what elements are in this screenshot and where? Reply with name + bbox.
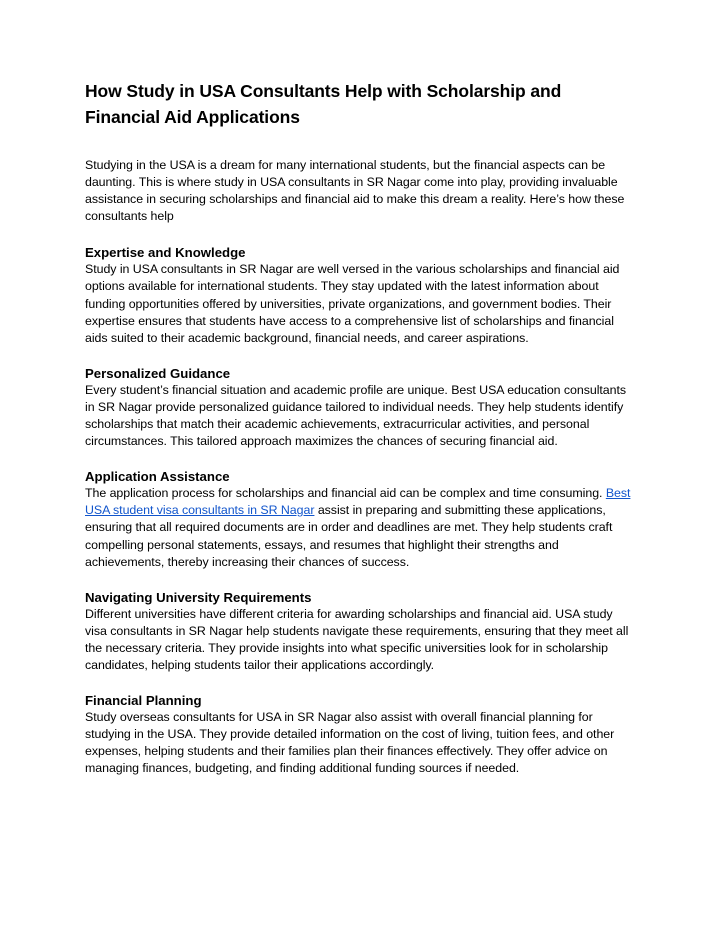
document-page (85, 78, 635, 795)
section-financial-planning (85, 692, 635, 777)
section-body-text: The application process for scholarships and financial aid can be complex and time consuming. (85, 486, 606, 501)
section-expertise (85, 244, 635, 346)
page-title: How Study in USA Consultants Help with Scholarship and Financial Aid Applications (85, 81, 562, 127)
section-body: Study overseas consultants for USA in SR Nagar also assist with overall financial planning for studying in the USA. They provide detailed information on the cost of living, tuition fees, and other expenses, helping students and their families plan their finances effectively. They offer advice on managing finances, budgeting, and finding additional funding sources if needed. (85, 710, 615, 776)
section-heading: Navigating University Requirements (85, 589, 312, 605)
section-heading: Financial Planning (85, 693, 202, 709)
section-heading: Application Assistance (85, 469, 230, 485)
section-body (85, 485, 635, 570)
section-body: Study in USA consultants in SR Nagar are well versed in the various scholarships and financial aid options available for international students. They stay updated with the latest information about funding opportunities offered by universities, private organizations, and government bodies. Their expertise ensures that students have access to a comprehensive list of scholarships and financial aids suited to their academic background, financial needs, and career aspirations. (85, 262, 620, 345)
consultants-link[interactable]: Best USA student visa consultants in SR Nagar (85, 486, 631, 518)
intro-paragraph: Studying in the USA is a dream for many international students, but the financial aspects can be daunting. This is where study in USA consultants in SR Nagar come into play, providing invaluable assistance in securing scholarships and financial aid to make this dream a reality. Here’s how these consultants help (85, 158, 625, 224)
section-body: Different universities have different criteria for awarding scholarships and financial aid. USA study visa consultants in SR Nagar help students navigate these requirements, ensuring that they meet all the necessary criteria. They provide insights into what specific universities look for in scholarship candidates, helping students tailor their applications accordingly. (85, 606, 629, 672)
section-heading: Personalized Guidance (85, 365, 231, 381)
section-heading: Expertise and Knowledge (85, 245, 246, 261)
section-university-requirements (85, 589, 635, 674)
section-body: Every student’s financial situation and academic profile are unique. Best USA education consultants in SR Nagar provide personalized guidance tailored to individual needs. They help students identify scholarships that match their academic achievements, extracurricular activities, and personal circumstances. This tailored approach maximizes the chances of securing financial aid. (85, 382, 627, 449)
section-body-text: assist in preparing and submitting these applications, ensuring that all required documents are in order and deadlines are met. They help students craft compelling personal statements, essays, and resumes that highlight their strengths and achievements, thereby increasing their chances of success. (85, 503, 613, 569)
section-personalized-guidance (85, 365, 635, 450)
section-application-assistance (85, 468, 635, 570)
